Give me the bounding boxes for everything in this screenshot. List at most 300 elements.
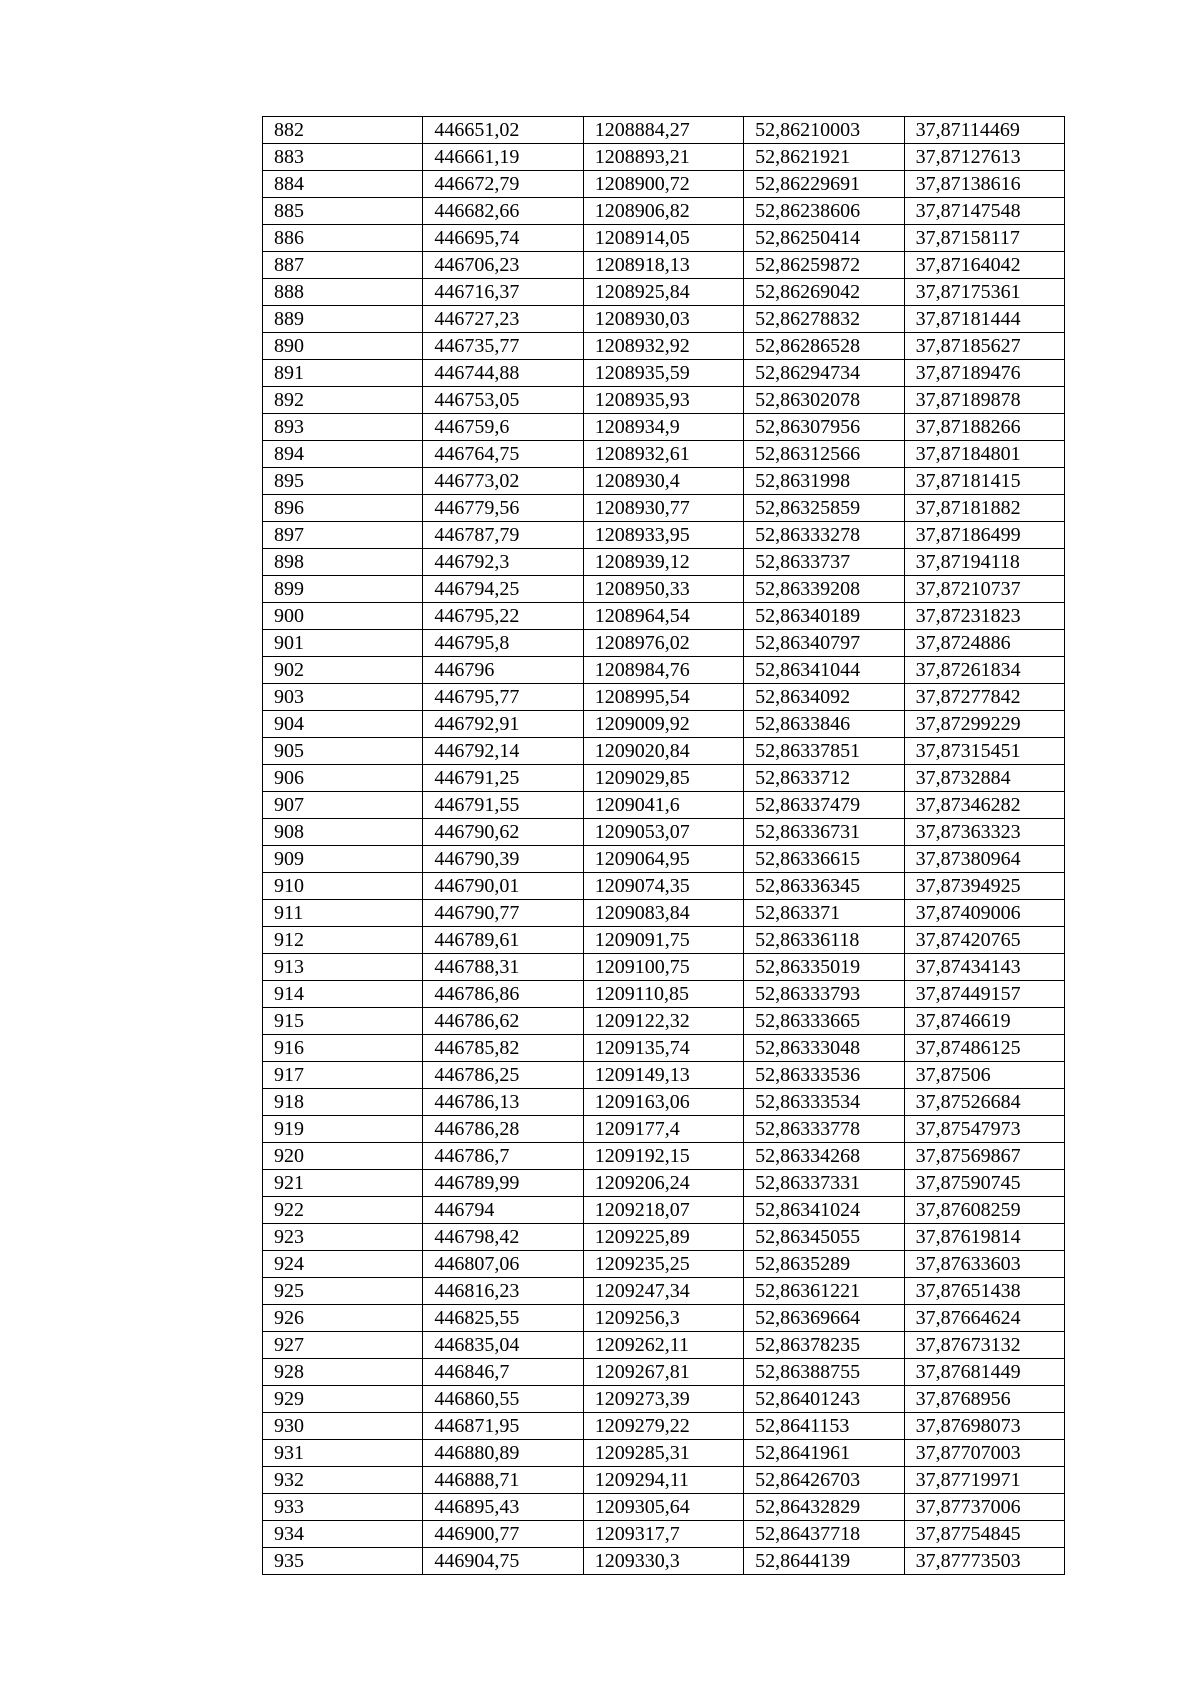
table-cell: 446786,86 [423, 981, 583, 1008]
table-cell: 37,87698073 [904, 1413, 1064, 1440]
table-cell: 37,87346282 [904, 792, 1064, 819]
table-cell: 52,8633737 [744, 549, 904, 576]
table-cell: 893 [263, 414, 423, 441]
table-row [263, 441, 1065, 468]
table-cell: 1209163,06 [583, 1089, 743, 1116]
table-cell: 52,86325859 [744, 495, 904, 522]
table-cell: 37,87526684 [904, 1089, 1064, 1116]
table-row [263, 279, 1065, 306]
table-cell: 899 [263, 576, 423, 603]
table-cell: 446895,43 [423, 1494, 583, 1521]
table-cell: 446789,99 [423, 1170, 583, 1197]
table-row [263, 333, 1065, 360]
table-cell: 37,87277842 [904, 684, 1064, 711]
table-cell: 933 [263, 1494, 423, 1521]
table-cell: 446706,23 [423, 252, 583, 279]
table-cell: 446846,7 [423, 1359, 583, 1386]
table-cell: 37,87486125 [904, 1035, 1064, 1062]
table-cell: 37,87707003 [904, 1440, 1064, 1467]
table-row [263, 1521, 1065, 1548]
table-cell: 52,8644139 [744, 1548, 904, 1575]
table-cell: 901 [263, 630, 423, 657]
table-cell: 52,86401243 [744, 1386, 904, 1413]
table-cell: 446727,23 [423, 306, 583, 333]
table-cell: 37,87569867 [904, 1143, 1064, 1170]
table-cell: 1209285,31 [583, 1440, 743, 1467]
table-cell: 446744,88 [423, 360, 583, 387]
table-cell: 37,87114469 [904, 117, 1064, 144]
table-cell: 1209273,39 [583, 1386, 743, 1413]
table-cell: 37,8746619 [904, 1008, 1064, 1035]
table-cell: 52,86334268 [744, 1143, 904, 1170]
table-cell: 1209262,11 [583, 1332, 743, 1359]
table-cell: 907 [263, 792, 423, 819]
coordinates-table-body [263, 117, 1065, 1575]
table-cell: 37,87773503 [904, 1548, 1064, 1575]
table-cell: 52,86286528 [744, 333, 904, 360]
coordinates-table [262, 116, 1065, 1575]
table-cell: 52,86336615 [744, 846, 904, 873]
table-cell: 928 [263, 1359, 423, 1386]
table-cell: 892 [263, 387, 423, 414]
table-row [263, 144, 1065, 171]
table-row [263, 1062, 1065, 1089]
table-cell: 1209225,89 [583, 1224, 743, 1251]
table-cell: 1208914,05 [583, 225, 743, 252]
table-cell: 37,87127613 [904, 144, 1064, 171]
table-cell: 1208935,59 [583, 360, 743, 387]
table-row [263, 684, 1065, 711]
table-cell: 446880,89 [423, 1440, 583, 1467]
table-cell: 446807,06 [423, 1251, 583, 1278]
table-cell: 446779,56 [423, 495, 583, 522]
table-cell: 1209149,13 [583, 1062, 743, 1089]
table-cell: 915 [263, 1008, 423, 1035]
table-cell: 895 [263, 468, 423, 495]
table-cell: 446716,37 [423, 279, 583, 306]
table-row [263, 1143, 1065, 1170]
table-cell: 52,86278832 [744, 306, 904, 333]
table-cell: 1208906,82 [583, 198, 743, 225]
table-row [263, 117, 1065, 144]
table-row [263, 711, 1065, 738]
table-cell: 1209083,84 [583, 900, 743, 927]
table-row [263, 738, 1065, 765]
table-cell: 446682,66 [423, 198, 583, 225]
table-cell: 889 [263, 306, 423, 333]
table-cell: 52,86426703 [744, 1467, 904, 1494]
table-cell: 897 [263, 522, 423, 549]
table-cell: 37,87547973 [904, 1116, 1064, 1143]
table-cell: 446794 [423, 1197, 583, 1224]
table-row [263, 792, 1065, 819]
table-cell: 446825,55 [423, 1305, 583, 1332]
table-cell: 1209122,32 [583, 1008, 743, 1035]
table-cell: 446792,91 [423, 711, 583, 738]
table-cell: 37,87231823 [904, 603, 1064, 630]
table-cell: 1209009,92 [583, 711, 743, 738]
table-cell: 52,86337479 [744, 792, 904, 819]
table-cell: 1209235,25 [583, 1251, 743, 1278]
table-row [263, 252, 1065, 279]
table-cell: 446871,95 [423, 1413, 583, 1440]
table-cell: 1209330,3 [583, 1548, 743, 1575]
table-cell: 446792,3 [423, 549, 583, 576]
table-cell: 37,87380964 [904, 846, 1064, 873]
table-cell: 52,863371 [744, 900, 904, 927]
table-cell: 37,87754845 [904, 1521, 1064, 1548]
table-row [263, 981, 1065, 1008]
table-cell: 1208976,02 [583, 630, 743, 657]
table-cell: 934 [263, 1521, 423, 1548]
table-row [263, 225, 1065, 252]
table-cell: 930 [263, 1413, 423, 1440]
table-cell: 37,8732884 [904, 765, 1064, 792]
table-cell: 37,87188266 [904, 414, 1064, 441]
table-cell: 446788,31 [423, 954, 583, 981]
table-row [263, 900, 1065, 927]
table-cell: 446789,61 [423, 927, 583, 954]
table-cell: 900 [263, 603, 423, 630]
table-cell: 1208884,27 [583, 117, 743, 144]
table-cell: 52,86388755 [744, 1359, 904, 1386]
table-row [263, 1305, 1065, 1332]
table-cell: 896 [263, 495, 423, 522]
table-cell: 37,87673132 [904, 1332, 1064, 1359]
table-cell: 37,87189476 [904, 360, 1064, 387]
table-cell: 1208930,03 [583, 306, 743, 333]
table-row [263, 522, 1065, 549]
table-cell: 903 [263, 684, 423, 711]
table-row [263, 1494, 1065, 1521]
table-row [263, 1440, 1065, 1467]
table-cell: 446798,42 [423, 1224, 583, 1251]
table-cell: 1208939,12 [583, 549, 743, 576]
table-cell: 37,87590745 [904, 1170, 1064, 1197]
table-cell: 917 [263, 1062, 423, 1089]
table-cell: 446795,77 [423, 684, 583, 711]
table-row [263, 1413, 1065, 1440]
table-cell: 37,87420765 [904, 927, 1064, 954]
table-cell: 52,8635289 [744, 1251, 904, 1278]
table-cell: 1209256,3 [583, 1305, 743, 1332]
table-cell: 37,87186499 [904, 522, 1064, 549]
table-cell: 883 [263, 144, 423, 171]
table-cell: 52,86269042 [744, 279, 904, 306]
table-cell: 446759,6 [423, 414, 583, 441]
table-cell: 921 [263, 1170, 423, 1197]
table-cell: 37,87210737 [904, 576, 1064, 603]
table-cell: 1209294,11 [583, 1467, 743, 1494]
table-cell: 52,86336731 [744, 819, 904, 846]
table-cell: 935 [263, 1548, 423, 1575]
table-cell: 1209074,35 [583, 873, 743, 900]
table-cell: 52,86437718 [744, 1521, 904, 1548]
table-cell: 52,8633712 [744, 765, 904, 792]
table-cell: 446790,77 [423, 900, 583, 927]
table-cell: 894 [263, 441, 423, 468]
table-row [263, 765, 1065, 792]
table-cell: 446860,55 [423, 1386, 583, 1413]
table-cell: 37,87664624 [904, 1305, 1064, 1332]
table-row [263, 1467, 1065, 1494]
table-row [263, 1251, 1065, 1278]
table-cell: 1209064,95 [583, 846, 743, 873]
table-cell: 1209247,34 [583, 1278, 743, 1305]
table-cell: 37,8724886 [904, 630, 1064, 657]
table-cell: 52,86312566 [744, 441, 904, 468]
table-cell: 37,87261834 [904, 657, 1064, 684]
table-row [263, 576, 1065, 603]
table-row [263, 495, 1065, 522]
table-cell: 446790,01 [423, 873, 583, 900]
table-cell: 931 [263, 1440, 423, 1467]
table-cell: 37,8768956 [904, 1386, 1064, 1413]
table-row [263, 1170, 1065, 1197]
table-row [263, 468, 1065, 495]
table-row [263, 630, 1065, 657]
table-cell: 1208984,76 [583, 657, 743, 684]
table-cell: 1209053,07 [583, 819, 743, 846]
table-row [263, 846, 1065, 873]
table-cell: 446794,25 [423, 576, 583, 603]
table-cell: 1209206,24 [583, 1170, 743, 1197]
table-cell: 446672,79 [423, 171, 583, 198]
table-cell: 911 [263, 900, 423, 927]
table-row [263, 171, 1065, 198]
table-cell: 52,86294734 [744, 360, 904, 387]
table-cell: 446661,19 [423, 144, 583, 171]
table-row [263, 1116, 1065, 1143]
table-cell: 884 [263, 171, 423, 198]
table-cell: 52,86333778 [744, 1116, 904, 1143]
table-cell: 1208932,61 [583, 441, 743, 468]
table-cell: 1209029,85 [583, 765, 743, 792]
table-cell: 52,86335019 [744, 954, 904, 981]
table-cell: 37,87719971 [904, 1467, 1064, 1494]
table-row [263, 1089, 1065, 1116]
table-row [263, 1332, 1065, 1359]
table-cell: 446695,74 [423, 225, 583, 252]
table-cell: 37,87449157 [904, 981, 1064, 1008]
table-cell: 52,86307956 [744, 414, 904, 441]
table-cell: 37,87181444 [904, 306, 1064, 333]
table-cell: 446791,55 [423, 792, 583, 819]
table-cell: 1208918,13 [583, 252, 743, 279]
table-cell: 913 [263, 954, 423, 981]
table-cell: 882 [263, 117, 423, 144]
table-cell: 446790,39 [423, 846, 583, 873]
table-cell: 1209177,4 [583, 1116, 743, 1143]
table-cell: 929 [263, 1386, 423, 1413]
table-cell: 37,87138616 [904, 171, 1064, 198]
table-cell: 1209279,22 [583, 1413, 743, 1440]
table-cell: 37,87681449 [904, 1359, 1064, 1386]
table-cell: 52,86345055 [744, 1224, 904, 1251]
table-cell: 52,86337331 [744, 1170, 904, 1197]
table-row [263, 1224, 1065, 1251]
table-cell: 37,87506 [904, 1062, 1064, 1089]
table-cell: 52,86302078 [744, 387, 904, 414]
table-cell: 1208964,54 [583, 603, 743, 630]
table-cell: 52,8641961 [744, 1440, 904, 1467]
table-cell: 37,87409006 [904, 900, 1064, 927]
table-cell: 1208995,54 [583, 684, 743, 711]
table-cell: 52,86333665 [744, 1008, 904, 1035]
table-cell: 52,8631998 [744, 468, 904, 495]
table-cell: 1208930,4 [583, 468, 743, 495]
table-row [263, 1278, 1065, 1305]
table-cell: 446735,77 [423, 333, 583, 360]
table-cell: 446786,7 [423, 1143, 583, 1170]
table-cell: 37,87147548 [904, 198, 1064, 225]
table-cell: 52,86333048 [744, 1035, 904, 1062]
table-row [263, 387, 1065, 414]
table-cell: 1209218,07 [583, 1197, 743, 1224]
table-cell: 446773,02 [423, 468, 583, 495]
table-cell: 37,87434143 [904, 954, 1064, 981]
table-cell: 898 [263, 549, 423, 576]
table-cell: 37,87181882 [904, 495, 1064, 522]
table-row [263, 1359, 1065, 1386]
table-cell: 52,86432829 [744, 1494, 904, 1521]
table-cell: 37,87184801 [904, 441, 1064, 468]
table-cell: 52,86333536 [744, 1062, 904, 1089]
table-cell: 52,86369664 [744, 1305, 904, 1332]
table-row [263, 1386, 1065, 1413]
table-row [263, 1035, 1065, 1062]
table-cell: 932 [263, 1467, 423, 1494]
table-row [263, 306, 1065, 333]
table-cell: 446904,75 [423, 1548, 583, 1575]
table-row [263, 198, 1065, 225]
table-cell: 446790,62 [423, 819, 583, 846]
table-cell: 1209020,84 [583, 738, 743, 765]
table-cell: 1209091,75 [583, 927, 743, 954]
table-cell: 446786,28 [423, 1116, 583, 1143]
table-cell: 914 [263, 981, 423, 1008]
table-row [263, 360, 1065, 387]
table-cell: 926 [263, 1305, 423, 1332]
table-cell: 891 [263, 360, 423, 387]
table-cell: 905 [263, 738, 423, 765]
table-cell: 37,87608259 [904, 1197, 1064, 1224]
table-cell: 909 [263, 846, 423, 873]
table-cell: 910 [263, 873, 423, 900]
table-cell: 446785,82 [423, 1035, 583, 1062]
table-cell: 1208934,9 [583, 414, 743, 441]
table-row [263, 549, 1065, 576]
table-cell: 446792,14 [423, 738, 583, 765]
table-cell: 52,86337851 [744, 738, 904, 765]
table-cell: 37,87158117 [904, 225, 1064, 252]
table-cell: 37,87315451 [904, 738, 1064, 765]
table-cell: 1208930,77 [583, 495, 743, 522]
table-cell: 52,8634092 [744, 684, 904, 711]
table-cell: 1208925,84 [583, 279, 743, 306]
table-cell: 446753,05 [423, 387, 583, 414]
table-row [263, 927, 1065, 954]
table-cell: 446786,25 [423, 1062, 583, 1089]
table-cell: 37,87189878 [904, 387, 1064, 414]
table-cell: 1209041,6 [583, 792, 743, 819]
table-row [263, 1548, 1065, 1575]
table-cell: 890 [263, 333, 423, 360]
table-cell: 52,86333278 [744, 522, 904, 549]
table-cell: 37,87737006 [904, 1494, 1064, 1521]
table-cell: 52,86341024 [744, 1197, 904, 1224]
table-cell: 37,87394925 [904, 873, 1064, 900]
table-cell: 908 [263, 819, 423, 846]
table-cell: 446787,79 [423, 522, 583, 549]
table-cell: 37,87633603 [904, 1251, 1064, 1278]
table-cell: 52,86336118 [744, 927, 904, 954]
table-cell: 37,87185627 [904, 333, 1064, 360]
table-cell: 446796 [423, 657, 583, 684]
table-row [263, 819, 1065, 846]
table-cell: 52,86210003 [744, 117, 904, 144]
table-cell: 52,8641153 [744, 1413, 904, 1440]
table-cell: 912 [263, 927, 423, 954]
table-cell: 1208950,33 [583, 576, 743, 603]
table-cell: 52,86341044 [744, 657, 904, 684]
table-cell: 52,86259872 [744, 252, 904, 279]
table-cell: 37,87299229 [904, 711, 1064, 738]
table-cell: 906 [263, 765, 423, 792]
table-cell: 446786,13 [423, 1089, 583, 1116]
table-cell: 37,87181415 [904, 468, 1064, 495]
table-cell: 52,86339208 [744, 576, 904, 603]
table-cell: 922 [263, 1197, 423, 1224]
table-cell: 925 [263, 1278, 423, 1305]
table-cell: 52,86340797 [744, 630, 904, 657]
table-cell: 52,86333534 [744, 1089, 904, 1116]
table-cell: 1209192,15 [583, 1143, 743, 1170]
table-cell: 1208933,95 [583, 522, 743, 549]
table-row [263, 603, 1065, 630]
table-cell: 1209267,81 [583, 1359, 743, 1386]
table-row [263, 873, 1065, 900]
table-cell: 37,87164042 [904, 252, 1064, 279]
table-row [263, 954, 1065, 981]
table-cell: 446651,02 [423, 117, 583, 144]
table-cell: 446764,75 [423, 441, 583, 468]
table-cell: 52,8633846 [744, 711, 904, 738]
table-cell: 1208900,72 [583, 171, 743, 198]
table-cell: 446835,04 [423, 1332, 583, 1359]
table-cell: 37,87175361 [904, 279, 1064, 306]
table-cell: 916 [263, 1035, 423, 1062]
table-cell: 446795,22 [423, 603, 583, 630]
table-cell: 1209110,85 [583, 981, 743, 1008]
table-cell: 1208935,93 [583, 387, 743, 414]
table-cell: 923 [263, 1224, 423, 1251]
table-row [263, 1197, 1065, 1224]
table-cell: 52,86229691 [744, 171, 904, 198]
table-cell: 888 [263, 279, 423, 306]
table-cell: 887 [263, 252, 423, 279]
table-cell: 1209317,7 [583, 1521, 743, 1548]
table-cell: 446888,71 [423, 1467, 583, 1494]
table-cell: 924 [263, 1251, 423, 1278]
table-cell: 52,86336345 [744, 873, 904, 900]
table-cell: 52,86238606 [744, 198, 904, 225]
table-cell: 920 [263, 1143, 423, 1170]
table-row [263, 1008, 1065, 1035]
table-cell: 1209100,75 [583, 954, 743, 981]
table-cell: 446816,23 [423, 1278, 583, 1305]
table-cell: 886 [263, 225, 423, 252]
